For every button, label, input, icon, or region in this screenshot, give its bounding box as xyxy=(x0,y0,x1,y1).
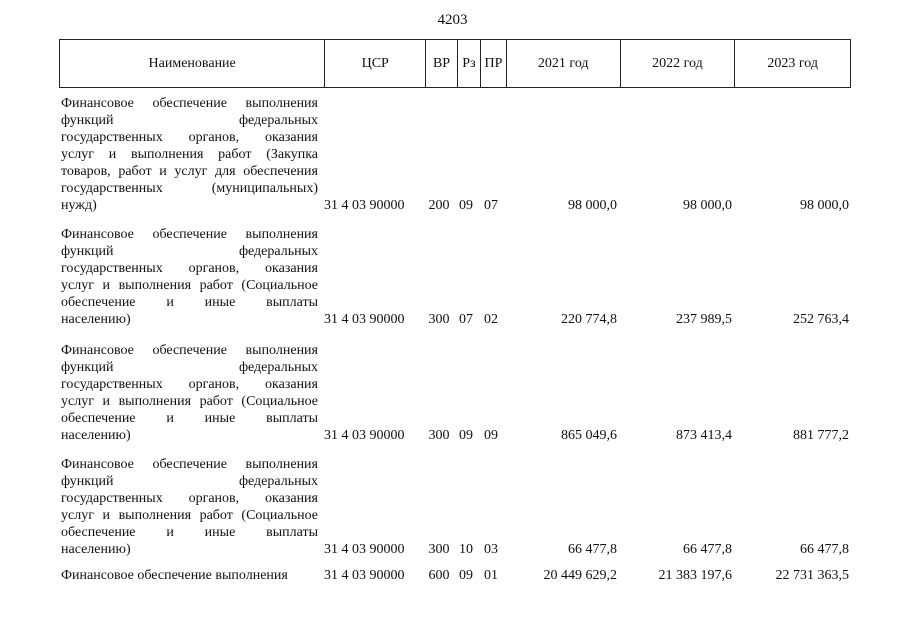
row-name-line: услуг и выполнения работ (Социальное xyxy=(61,394,318,409)
row-value-2021: 865 049,6 xyxy=(561,428,617,443)
row-cells xyxy=(318,567,851,584)
row-value-2021: 20 449 629,2 xyxy=(543,568,617,583)
row-pr: 09 xyxy=(484,428,498,443)
row-value-2022: 873 413,4 xyxy=(676,428,732,443)
header-rz: Рз xyxy=(457,40,480,87)
row-name-line: государственных органов, оказания xyxy=(61,377,318,392)
row-value-2022: 237 989,5 xyxy=(676,312,732,327)
table-row xyxy=(61,226,851,328)
row-name-line: функций федеральных xyxy=(61,113,318,128)
row-name-line: Финансовое обеспечение выполнения xyxy=(61,457,318,472)
table-row xyxy=(61,95,851,214)
row-csr: 31 4 03 90000 xyxy=(324,542,405,557)
row-value-2023: 881 777,2 xyxy=(793,428,849,443)
row-name xyxy=(61,456,318,558)
row-name-line: Финансовое обеспечение выполнения xyxy=(61,568,288,583)
row-name-line: обеспечение и иные выплаты xyxy=(61,295,318,310)
row-value-2022: 98 000,0 xyxy=(683,198,732,213)
row-pr: 07 xyxy=(484,198,498,213)
row-vr: 300 xyxy=(428,428,450,443)
row-cells xyxy=(318,311,851,328)
row-name-line: функций федеральных xyxy=(61,474,318,489)
row-value-2023: 98 000,0 xyxy=(800,198,849,213)
row-name-line: функций федеральных xyxy=(61,244,318,259)
row-name xyxy=(61,95,318,214)
row-value-2023: 22 731 363,5 xyxy=(775,568,849,583)
row-csr: 31 4 03 90000 xyxy=(324,568,405,583)
row-name-line: населению) xyxy=(61,428,131,443)
row-name-line: услуг и выполнения работ (Социальное xyxy=(61,278,318,293)
row-name-line: Финансовое обеспечение выполнения xyxy=(61,96,318,111)
row-name xyxy=(61,567,318,584)
header-2021: 2021 год xyxy=(506,40,620,87)
page-number: 4203 xyxy=(437,12,468,28)
header-pr: ПР xyxy=(480,40,506,87)
header-vr: ВР xyxy=(425,40,457,87)
header-2022: 2022 год xyxy=(620,40,735,87)
row-cells xyxy=(318,541,851,558)
row-name-line: нужд) xyxy=(61,198,97,213)
row-vr: 600 xyxy=(428,568,450,583)
row-name-line: Финансовое обеспечение выполнения xyxy=(61,227,318,242)
row-name-line: государственных органов, оказания xyxy=(61,261,318,276)
row-name-line: государственных (муниципальных) xyxy=(61,181,318,196)
row-vr: 300 xyxy=(428,542,450,557)
row-value-2022: 21 383 197,6 xyxy=(658,568,732,583)
row-rz: 10 xyxy=(459,542,473,557)
row-name-line: Финансовое обеспечение выполнения xyxy=(61,343,318,358)
row-vr: 200 xyxy=(428,198,450,213)
row-value-2021: 220 774,8 xyxy=(561,312,617,327)
table-header xyxy=(59,39,851,88)
row-value-2023: 66 477,8 xyxy=(800,542,849,557)
row-value-2021: 66 477,8 xyxy=(568,542,617,557)
row-name-line: населению) xyxy=(61,542,131,557)
row-pr: 01 xyxy=(484,568,498,583)
table-row xyxy=(61,342,851,444)
row-value-2021: 98 000,0 xyxy=(568,198,617,213)
row-rz: 07 xyxy=(459,312,473,327)
row-value-2023: 252 763,4 xyxy=(793,312,849,327)
row-name xyxy=(61,226,318,328)
row-name xyxy=(61,342,318,444)
row-name-line: товаров, работ и услуг для обеспечения xyxy=(61,164,318,179)
row-csr: 31 4 03 90000 xyxy=(324,198,405,213)
row-vr: 300 xyxy=(428,312,450,327)
row-value-2022: 66 477,8 xyxy=(683,542,732,557)
row-rz: 09 xyxy=(459,198,473,213)
row-name-line: государственных органов, оказания xyxy=(61,130,318,145)
table-row xyxy=(61,567,851,584)
row-name-line: обеспечение и иные выплаты xyxy=(61,411,318,426)
row-name-line: обеспечение и иные выплаты xyxy=(61,525,318,540)
row-name-line: функций федеральных xyxy=(61,360,318,375)
row-cells xyxy=(318,197,851,214)
header-2023: 2023 год xyxy=(734,40,850,87)
row-rz: 09 xyxy=(459,428,473,443)
row-pr: 02 xyxy=(484,312,498,327)
row-name-line: услуг и выполнения работ (Закупка xyxy=(61,147,318,162)
row-name-line: государственных органов, оказания xyxy=(61,491,318,506)
header-name: Наименование xyxy=(148,55,236,71)
row-name-line: населению) xyxy=(61,312,131,327)
header-csr: ЦСР xyxy=(324,40,425,87)
table-row xyxy=(61,456,851,558)
row-name-line: услуг и выполнения работ (Социальное xyxy=(61,508,318,523)
row-rz: 09 xyxy=(459,568,473,583)
row-csr: 31 4 03 90000 xyxy=(324,312,405,327)
row-cells xyxy=(318,427,851,444)
row-csr: 31 4 03 90000 xyxy=(324,428,405,443)
row-pr: 03 xyxy=(484,542,498,557)
